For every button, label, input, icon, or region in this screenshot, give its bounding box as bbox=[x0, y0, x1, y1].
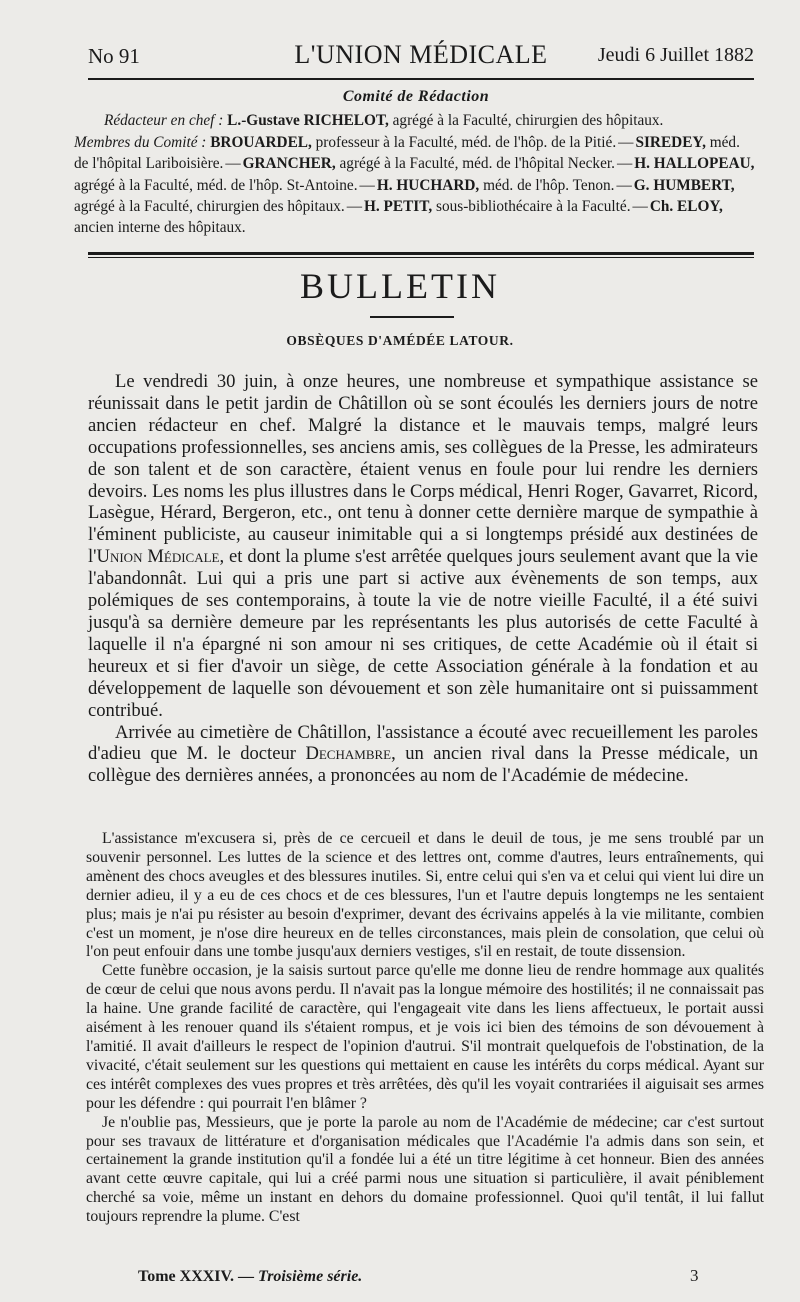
person-name-smallcaps: Dechambre bbox=[305, 743, 392, 765]
committee-members bbox=[74, 132, 758, 239]
bulletin-heading: BULLETIN bbox=[300, 266, 500, 306]
editorial-committee bbox=[74, 86, 758, 239]
separator-dash: — bbox=[346, 198, 363, 216]
journal-name-smallcaps: Union Médicale bbox=[96, 546, 220, 568]
article-body bbox=[88, 371, 758, 787]
chief-label: Rédacteur en chef : bbox=[104, 112, 224, 130]
member-desc: sous-bibliothécaire à la Faculté. bbox=[436, 198, 631, 216]
paragraph bbox=[88, 722, 758, 788]
heading-underline bbox=[370, 316, 454, 318]
footer-dash: — bbox=[238, 1268, 255, 1285]
member-desc: ancien interne des hôpitaux. bbox=[74, 219, 246, 237]
text-run: , et dont la plume s'est arrêtée quelques jours seulement avant que la vie l'abandonnât. Lui qui a pris une part si active aux évènements de son temps, aux polémiques de ses contemporains, à toute la vie de notre vieille Faculté, il a été suivi jusqu'à sa dernière demeure par les représentants les plus autorisés de cette Faculté à laquelle il n'a épargné ni son amour ni ses critiques, de cette Académie où il était si heureux et si fier d'avoir un siège, de cette Association générale à la fondation et au développement de laquelle son dévouement et son zèle humanitaire ont si puissamment contribué. bbox=[88, 546, 758, 721]
journal-title: L'UNION MÉDICALE bbox=[294, 40, 548, 69]
page-footer bbox=[138, 1268, 362, 1286]
issue-date: Jeudi 6 Juillet 1882 bbox=[597, 44, 754, 66]
speech-quote bbox=[86, 830, 764, 1227]
member-desc: méd. de l'hôpital Lariboisière. bbox=[74, 133, 740, 173]
member-name: SIREDEY, bbox=[635, 133, 706, 151]
paragraph bbox=[88, 371, 758, 722]
article-title: OBSÈQUES D'AMÉDÉE LATOUR. bbox=[286, 333, 514, 348]
header-rule bbox=[88, 78, 754, 80]
member-name: Ch. ELOY, bbox=[649, 198, 723, 216]
members-label: Membres du Comité : bbox=[74, 133, 207, 151]
chief-name: L.-Gustave RICHELOT, bbox=[227, 112, 389, 130]
section-rule-thick bbox=[88, 252, 754, 255]
member-name: H. HALLOPEAU, bbox=[634, 155, 755, 173]
speech-paragraph: L'assistance m'excusera si, près de ce cercueil et dans le deuil de tous, je me sens troublé par un souvenir personnel. Les luttes de la science et des lettres ont, comme d'autres, leurs entraînements, qui amènent des chocs aveugles et des blessures inutiles. Si, entre celui qui s'en va et celui qui vient lui dire un dernier adieu, il y a eu de ces chocs et de ces blessures, l'un et l'autre depuis longtemps ne les sentaient plus; mais je n'ai pu résister au besoin d'exprimer, devant des écrivains appelés à la vie militante, combien c'est un moment, je n'ose dire heureux en de telles circonstances, mais plein de consolation, que celui où l'on peut enfouir dans une tombe jusqu'aux derniers vestiges, s'il en restait, de toute dissension. bbox=[86, 830, 764, 961]
member-desc: agrégé à la Faculté, méd. de l'hôpital Necker. bbox=[339, 155, 615, 173]
section-rule-thin bbox=[88, 257, 754, 258]
separator-dash: — bbox=[618, 133, 634, 151]
member-desc: agrégé à la Faculté, chirurgien des hôpitaux. bbox=[74, 198, 345, 216]
text-run: Arrivée au cimetière de Châtillon, l'assistance a écouté avec recueillement les paroles d'adieu que M. le docteur bbox=[88, 721, 758, 765]
member-name: G. HUMBERT, bbox=[633, 176, 735, 194]
series-label: Troisième série. bbox=[258, 1268, 363, 1285]
separator-dash: — bbox=[225, 155, 241, 173]
volume-label: Tome XXXIV. bbox=[138, 1268, 235, 1285]
member-desc: méd. de l'hôp. Tenon. bbox=[483, 176, 615, 194]
separator-dash: — bbox=[616, 155, 633, 173]
page-header bbox=[88, 40, 754, 74]
member-name: H. HUCHARD, bbox=[376, 176, 480, 194]
page-number: 3 bbox=[690, 1266, 699, 1285]
member-name: GRANCHER, bbox=[242, 155, 336, 173]
speech-paragraph: Cette funèbre occasion, je la saisis surtout parce qu'elle me donne lieu de rendre hommage aux qualités de cœur de celui que nous avons perdu. Il n'avait pas la longue mémoire des hostilités; il ne connaissait pas la haine. Une grande facilité de caractère, qui l'engageait vite dans les liens affectueux, le portait aussi aisément à les renouer quand ils s'étaient rompus, et je vois ici bien des témoins de son dévouement à l'amitié. Il avait d'ailleurs le respect de l'opinion d'autrui. S'il montrait quelquefois de l'obstination, de la vivacité, c'était seulement sur les questions qui mettaient en cause les intérêts du corps médical. Ayant sur ces intérêt complexes des vues propres et très arrêtées, dès qu'il les voyait contrariées il aiguisait ses armes pour les défendre : qui pourrait l'en blâmer ? bbox=[86, 962, 764, 1112]
member-desc: professeur à la Faculté, méd. de l'hôp. de la Pitié. bbox=[315, 133, 617, 151]
speech-paragraph: Je n'oublie pas, Messieurs, que je porte la parole au nom de l'Académie de médecine; car c'est surtout pour ses travaux de littérature et d'organisation médicales que l'Académie l'a admis dans son sein, et certainement la grande institution qu'il a fondée lui a été un titre légitime à cet honneur. Bien des années avant cette œuvre capitale, qui lui a créé parmi nous une situation si particulière, il avait péniblement cherché sa voie, même un instant en dehors du domaine professionnel. Quoi qu'il tentât, il lui fallut toujours reprendre la plume. C'est bbox=[86, 1113, 764, 1226]
issue-number: No 91 bbox=[88, 44, 140, 68]
text-run: , un ancien rival dans la Presse médicale, un collègue des dernières années, a prononcées au nom de l'Académie de médecine. bbox=[88, 743, 758, 787]
member-name: BROUARDEL, bbox=[210, 133, 312, 151]
separator-dash: — bbox=[616, 176, 632, 194]
separator-dash: — bbox=[359, 176, 375, 194]
text-run: Le vendredi 30 juin, à onze heures, une nombreuse et sympathique assistance se réunissait dans le petit jardin de Châtillon où se sont écoulés les derniers jours de notre ancien rédacteur en chef. Malgré la distance et le mauvais temps, malgré leurs occupations professionnelles, ses anciens amis, ses collègues de la Presse, les admirateurs de son talent et de son caractère, étaient venus en foule pour lui rendre les derniers devoirs. Les noms les plus illustres dans le Corps médical, Henri Roger, Gavarret, Ricord, Lasègue, Hérard, Bergeron, etc., ont tenu à donner cette dernière marque de sympathie à l'éminent publiciste, au causeur inimitable qui a si longtemps présidé aux destinées de l' bbox=[88, 371, 758, 568]
editor-in-chief-line bbox=[74, 110, 758, 131]
member-desc: agrégé à la Faculté, méd. de l'hôp. St-Antoine. bbox=[74, 176, 358, 194]
member-name: H. PETIT, bbox=[364, 198, 433, 216]
committee-title: Comité de Rédaction bbox=[342, 88, 490, 105]
chief-desc: agrégé à la Faculté, chirurgien des hôpitaux. bbox=[392, 112, 664, 130]
separator-dash: — bbox=[632, 198, 648, 216]
